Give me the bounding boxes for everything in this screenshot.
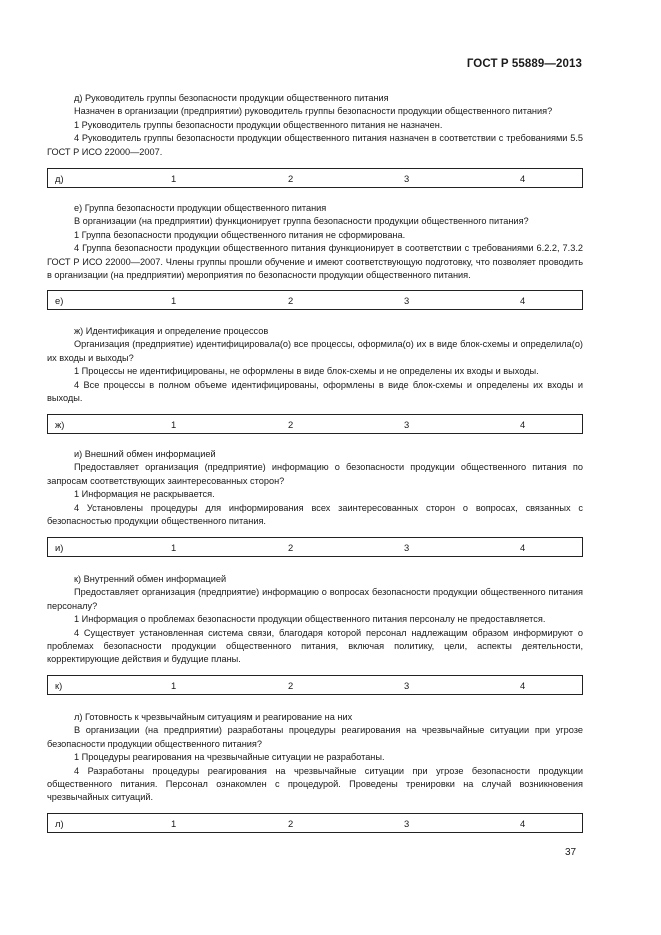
criterion-section-d (47, 92, 583, 159)
rating-option-4[interactable]: 4 (520, 818, 526, 829)
rating-option-4[interactable]: 4 (520, 680, 526, 691)
criterion-question: Предоставляет организация (предприятие) информацию о вопросах безопасности продукции общественного питания персоналу? (47, 587, 583, 611)
criterion-heading: к) Внутренний обмен информацией (74, 574, 227, 584)
rating-option-4[interactable]: 4 (520, 173, 526, 184)
criterion-level-1: 1 Процедуры реагирования на чрезвычайные ситуации не разработаны. (74, 752, 385, 763)
criterion-level-4: 4 Руководитель группы безопасности продукции общественного питания назначен в соответствии с требованиями 5.5 ГОСТ Р ИСО 22000—2007. (47, 133, 583, 157)
rating-option-1[interactable]: 1 (171, 818, 177, 829)
rating-box-l[interactable] (47, 813, 583, 833)
rating-box-label: е) (55, 295, 64, 306)
criterion-level-1: 1 Группа безопасности продукции общественного питания не сформирована. (74, 229, 406, 240)
criterion-question: Организация (предприятие) идентифицировала(о) все процессы, оформила(о) их в виде блок-схемы и определила(о) их входы и выходы? (47, 339, 583, 363)
rating-option-2[interactable]: 2 (288, 419, 294, 430)
criterion-level-1: 1 Информация о проблемах безопасности продукции общественного питания персоналу не предоставляется. (74, 614, 546, 625)
criterion-heading: д) Руководитель группы безопасности продукции общественного питания (74, 93, 389, 103)
rating-option-4[interactable]: 4 (520, 542, 526, 553)
rating-option-2[interactable]: 2 (288, 818, 294, 829)
rating-option-3[interactable]: 3 (404, 419, 410, 430)
criterion-level-4: 4 Разработаны процедуры реагирования на чрезвычайные ситуации при угрозе безопасности продукции общественного питания. Персонал ознакомлен с процедурой. Проведены тренировки на случай возникновения чрезвычайных ситуаций. (47, 765, 583, 803)
rating-option-1[interactable]: 1 (171, 419, 177, 430)
criterion-section-k (47, 573, 583, 667)
criterion-section-i (47, 448, 583, 528)
rating-option-2[interactable]: 2 (288, 542, 294, 553)
criterion-heading: ж) Идентификация и определение процессов (74, 326, 269, 336)
rating-box-k[interactable] (47, 675, 583, 695)
rating-option-3[interactable]: 3 (404, 680, 410, 691)
rating-option-3[interactable]: 3 (404, 818, 410, 829)
criterion-question: Назначен в организации (предприятии) руководитель группы безопасности продукции общественного питания? (74, 106, 553, 117)
criterion-level-1: 1 Руководитель группы безопасности продукции общественного питания не назначен. (74, 119, 443, 130)
criterion-level-1: 1 Информация не раскрывается. (74, 489, 215, 500)
criterion-question: В организации (на предприятии) разработаны процедуры реагирования на чрезвычайные ситуации при угрозе безопасности продукции общественного питания? (47, 725, 583, 749)
criterion-level-4: 4 Группа безопасности продукции общественного питания функционирует в соответствии с требованиями 6.2.2, 7.3.2 ГОСТ Р ИСО 22000—2007. Члены группы прошли обучение и имеют соответствующую подготовку, что позволяет проводить в организации (на предприятии) мероприятия по безопасности продукции общественного питания. (47, 243, 583, 281)
criterion-level-4: 4 Установлены процедуры для информирования всех заинтересованных сторон о вопросах, связанных с безопасностью продукции общественного питания. (47, 502, 583, 527)
rating-box-e[interactable] (47, 290, 583, 310)
criterion-section-zh (47, 325, 583, 405)
rating-box-i[interactable] (47, 537, 583, 557)
rating-box-label: к) (55, 680, 63, 691)
criterion-heading: л) Готовность к чрезвычайным ситуациям и реагирование на них (74, 712, 353, 722)
rating-option-3[interactable]: 3 (404, 542, 410, 553)
criterion-level-4: 4 Существует установленная система связи, благодаря которой персонал надлежащим образом информируют о проблемах безопасности продукции общественного питания, включая политику, цели, аспекты деятельности, корректирующие действия и будущие планы. (47, 627, 583, 665)
rating-box-label: и) (55, 542, 64, 553)
criterion-section-e (47, 202, 583, 282)
rating-option-2[interactable]: 2 (288, 680, 294, 691)
criterion-question: Предоставляет организация (предприятие) информацию о безопасности продукции общественного питания по запросам соответствующих заинтересованных сторон? (47, 462, 583, 486)
document-code: ГОСТ Р 55889—2013 (466, 58, 582, 70)
criterion-section-l (47, 711, 583, 805)
rating-box-zh[interactable] (47, 414, 583, 434)
rating-option-4[interactable]: 4 (520, 295, 526, 306)
rating-option-1[interactable]: 1 (171, 295, 177, 306)
rating-option-1[interactable]: 1 (171, 680, 177, 691)
page-number: 37 (565, 847, 577, 858)
rating-box-label: д) (55, 173, 64, 184)
rating-option-3[interactable]: 3 (404, 173, 410, 184)
rating-box-d[interactable] (47, 168, 583, 188)
rating-box-label: л) (55, 818, 64, 829)
criterion-question: В организации (на предприятии) функционирует группа безопасности продукции общественного питания? (74, 216, 529, 227)
rating-option-3[interactable]: 3 (404, 295, 410, 306)
criterion-heading: и) Внешний обмен информацией (74, 449, 216, 459)
rating-option-1[interactable]: 1 (171, 542, 177, 553)
rating-option-4[interactable]: 4 (520, 419, 526, 430)
rating-option-1[interactable]: 1 (171, 173, 177, 184)
criterion-level-1: 1 Процессы не идентифицированы, не оформлены в виде блок-схемы и не определены их входы и выходы. (74, 366, 539, 377)
rating-option-2[interactable]: 2 (288, 295, 294, 306)
rating-option-2[interactable]: 2 (288, 173, 294, 184)
criterion-level-4: 4 Все процессы в полном объеме идентифицированы, оформлены в виде блок-схемы и определены их входы и выходы. (47, 379, 583, 404)
criterion-heading: е) Группа безопасности продукции общественного питания (74, 203, 327, 213)
rating-box-label: ж) (55, 419, 65, 430)
